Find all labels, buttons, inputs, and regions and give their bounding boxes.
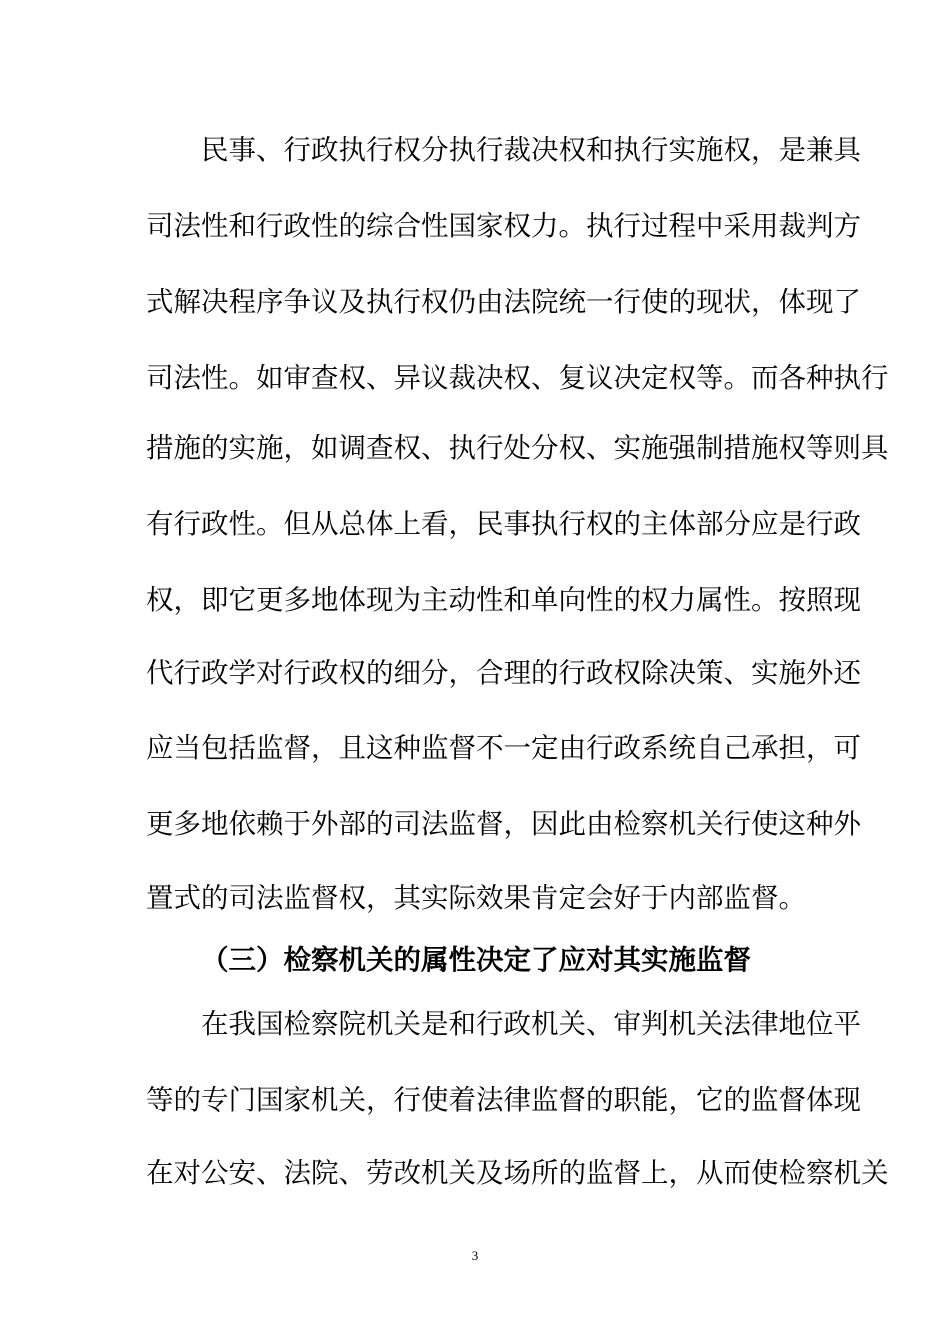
paragraph-2-line-1: 在我国检察院机关是和行政机关、审判机关法律地位平 — [201, 1008, 861, 1040]
paragraph-1-line-9: 应当包括监督，且这种监督不一定由行政系统自己承担，可 — [146, 732, 861, 764]
paragraph-1-line-11: 置式的司法监督权，其实际效果肯定会好于内部监督。 — [146, 882, 806, 914]
paragraph-2-line-3: 在对公安、法院、劳改机关及场所的监督上，从而使检察机关 — [146, 1157, 889, 1189]
paragraph-1-line-4: 司法性。如审查权、异议裁决权、复议决定权等。而各种执行 — [146, 362, 889, 394]
paragraph-1-line-8: 代行政学对行政权的细分，合理的行政权除决策、实施外还 — [146, 657, 861, 689]
paragraph-1-line-2: 司法性和行政性的综合性国家权力。执行过程中采用裁判方 — [146, 210, 861, 242]
paragraph-2-line-2: 等的专门国家机关，行使着法律监督的职能，它的监督体现 — [146, 1084, 861, 1116]
paragraph-1-line-3: 式解决程序争议及执行权仍由法院统一行使的现状，体现了 — [146, 286, 861, 318]
paragraph-1-line-10: 更多地依赖于外部的司法监督，因此由检察机关行使这种外 — [146, 808, 861, 840]
paragraph-1-line-5: 措施的实施，如调查权、执行处分权、实施强制措施权等则具 — [146, 432, 889, 464]
paragraph-1-line-7: 权，即它更多地体现为主动性和单向性的权力属性。按照现 — [146, 584, 861, 616]
paragraph-1-line-1: 民事、行政执行权分执行裁决权和执行实施权，是兼具 — [201, 134, 861, 166]
page-number: 3 — [471, 1248, 479, 1263]
section-heading: （三）检察机关的属性决定了应对其实施监督 — [201, 944, 751, 976]
paragraph-1-line-6: 有行政性。但从总体上看，民事执行权的主体部分应是行政 — [146, 508, 861, 540]
